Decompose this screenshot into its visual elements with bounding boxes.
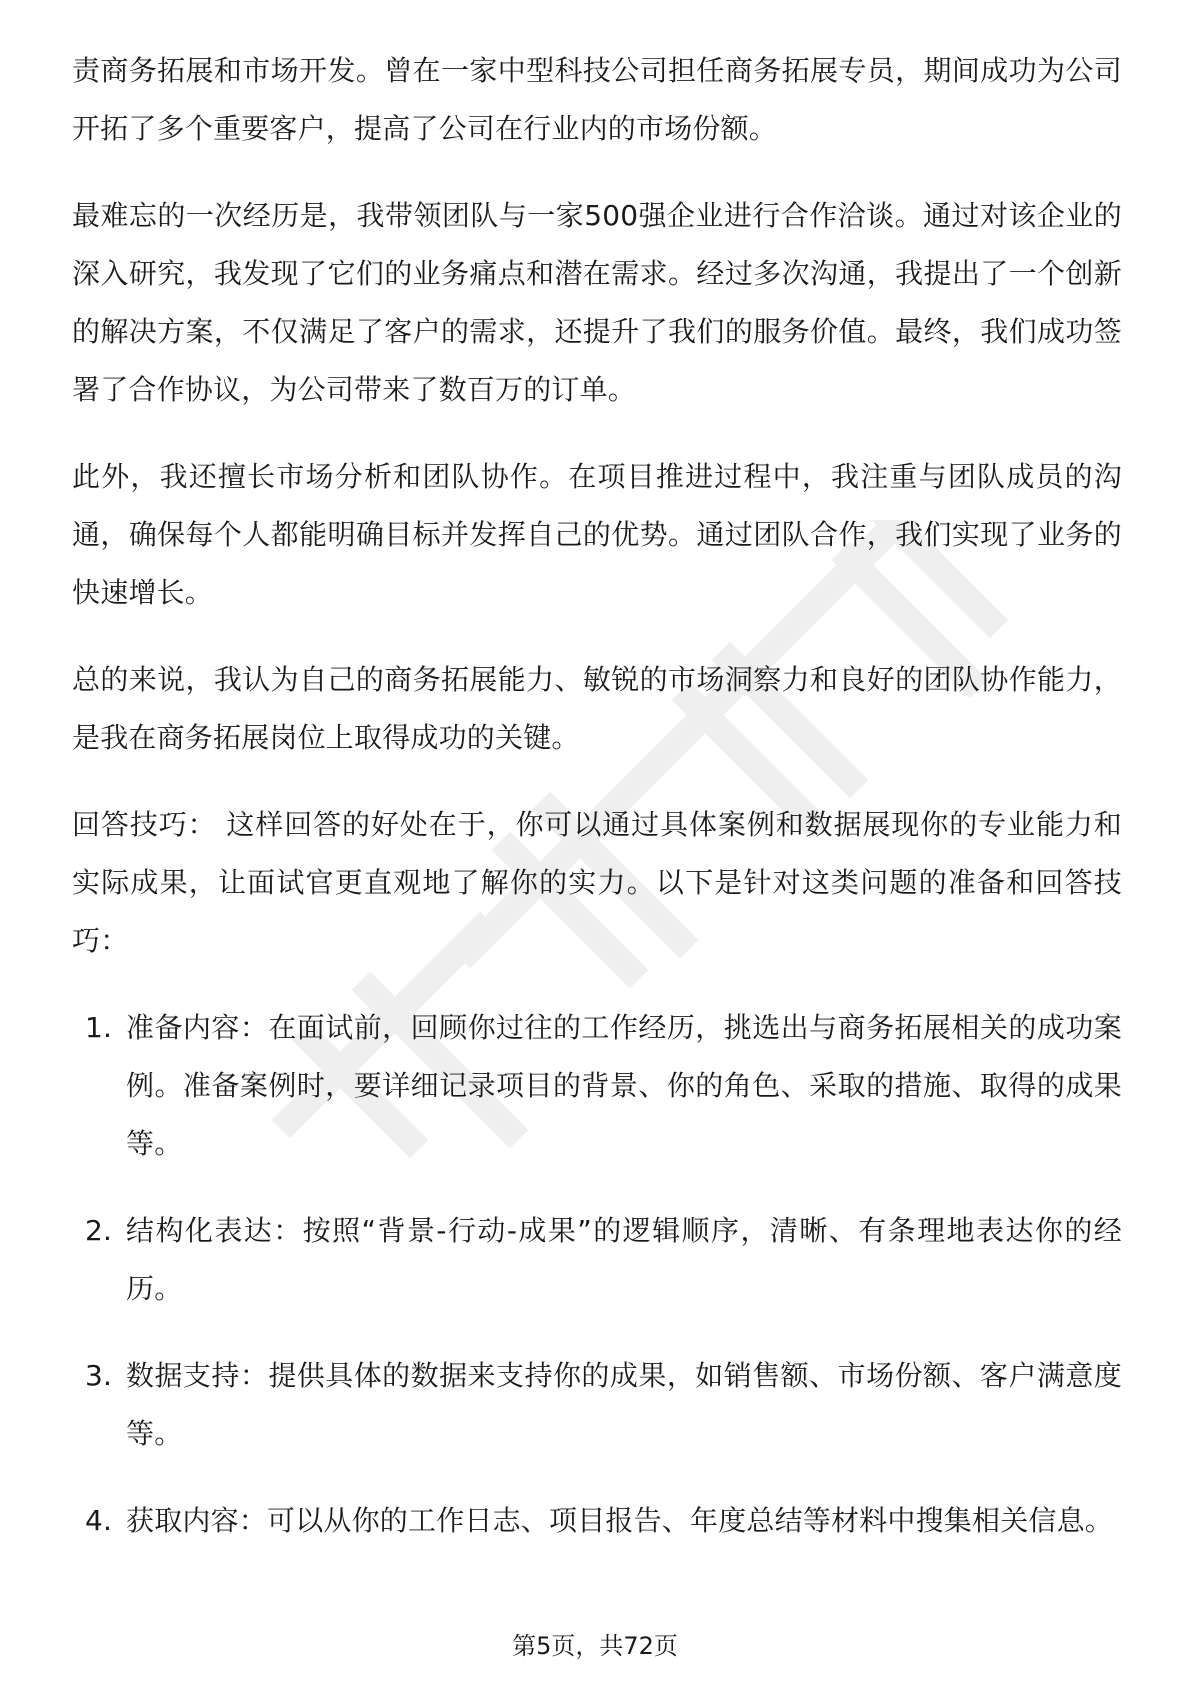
list-item	[72, 1492, 1122, 1550]
paragraph-experience: 责商务拓展和市场开发。曾在一家中型科技公司担任商务拓展专员，期间成功为公司开拓了多个重要客户，提高了公司在行业内的市场份额。	[72, 54, 1122, 145]
list-item	[72, 1347, 1122, 1463]
list-item-number: 1.	[85, 1011, 113, 1044]
list-item-text: 获取内容：可以从你的工作日志、项目报告、年度总结等材料中搜集相关信息。	[126, 1504, 1114, 1537]
document-body	[72, 42, 1122, 1579]
list-item-number: 4.	[85, 1504, 113, 1537]
list-item-text: 准备内容：在面试前，回顾你过往的工作经历，挑选出与商务拓展相关的成功案例。准备案例时，要详细记录项目的背景、你的角色、采取的措施、取得的成果等。	[126, 1011, 1122, 1160]
list-item-number: 2.	[85, 1214, 113, 1247]
list-item-text: 数据支持：提供具体的数据来支持你的成果，如销售额、市场份额、客户满意度等。	[126, 1359, 1122, 1450]
paragraph-memorable-experience: 最难忘的一次经历是，我带领团队与一家500强企业进行合作洽谈。通过对该企业的深入研究，我发现了它们的业务痛点和潜在需求。经过多次沟通，我提出了一个创新的解决方案，不仅满足了客户的需求，还提升了我们的服务价值。最终，我们成功签署了合作协议，为公司带来了数百万的订单。	[72, 199, 1122, 406]
page-number-footer: 第5页，共72页	[512, 1632, 678, 1660]
paragraph-answer-tips: 回答技巧： 这样回答的好处在于，你可以通过具体案例和数据展现你的专业能力和实际成果，让面试官更直观地了解你的实力。以下是针对这类问题的准备和回答技巧：	[72, 808, 1122, 957]
paragraph-summary: 总的来说，我认为自己的商务拓展能力、敏锐的市场洞察力和良好的团队协作能力，是我在商务拓展岗位上取得成功的关键。	[72, 663, 1122, 754]
list-item	[72, 1202, 1122, 1318]
tips-list	[72, 999, 1122, 1550]
list-item	[72, 999, 1122, 1173]
paragraph-skills: 此外，我还擅长市场分析和团队协作。在项目推进过程中，我注重与团队成员的沟通，确保每个人都能明确目标并发挥自己的优势。通过团队合作，我们实现了业务的快速增长。	[72, 460, 1122, 609]
list-item-text: 结构化表达：按照“背景-行动-成果”的逻辑顺序，清晰、有条理地表达你的经历。	[126, 1214, 1122, 1305]
list-item-number: 3.	[85, 1359, 113, 1392]
